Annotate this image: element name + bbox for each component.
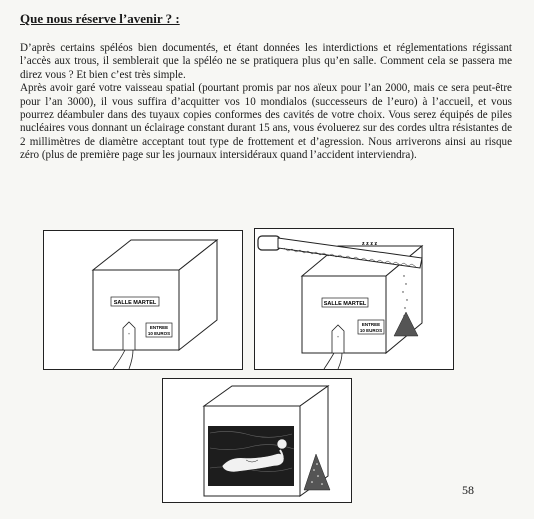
comic-panel-3 (162, 378, 352, 503)
sign-salle-martel-1: SALLE MARTEL (113, 300, 157, 306)
entry-sign-line2-2: 10 EUROS (359, 328, 383, 333)
page-title: Que nous réserve l’avenir ? : (20, 11, 180, 26)
page-number: 58 (462, 483, 474, 497)
svg-text:+: + (336, 334, 340, 339)
svg-text:+: + (127, 331, 131, 336)
paragraph-1: D’après certains spéléos bien documentés, et étant données les interdictions et réglementations régissant l’accès aux trous, il semblerait que la spéléo ne se pratiquera plus qu’en salle. Comment cela se passera me direz vous ? Et bien c’est très simple. (20, 42, 512, 81)
comic-panel-1 (43, 230, 243, 370)
entry-sign-line2-1: 10 EUROS (147, 331, 171, 336)
entry-sign-line1-1: ENTREE (149, 325, 169, 330)
sign-salle-martel-2: SALLE MARTEL (323, 301, 367, 307)
paragraph-2: Après avoir garé votre vaisseau spatial (pourtant promis par nos aïeux pour l’an 2000, mais ce sera peut-être pour l’an 3000), il vous suffira d’acquitter vos 10 mondialos (successeurs de l’euro) à l’accueil, et vous pourrez déambuler dans des tuyaux copies conformes des cavités de votre choix. Vous serez équipés de piles nucléaires vous donnant un éclairage constant durant 15 ans, vous évoluerez sur des cordes ultra résistantes de 2 millimètres de diamètre acceptant tout type de frottement et d’agression. Nous arriverons ainsi au risque zéro (plus de première page sur les journaux intersidéraux quand l’accident interviendra). (20, 82, 512, 162)
entry-sign-line1-2: ENTREE (361, 322, 381, 327)
snore-text: z z z z (362, 241, 378, 247)
comic-panel-2 (254, 228, 454, 370)
article-body (20, 42, 512, 163)
